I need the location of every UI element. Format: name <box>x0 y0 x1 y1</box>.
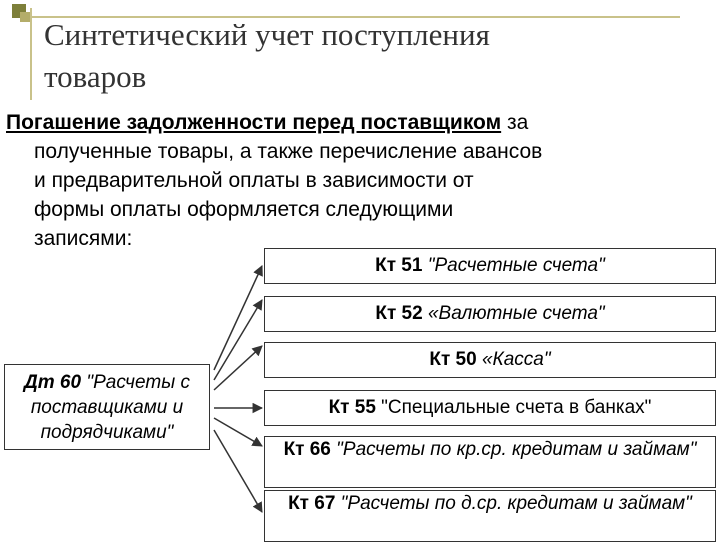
credit-box-kt67 <box>264 490 716 542</box>
credit-box-kt55 <box>264 390 716 426</box>
debit-account-box <box>4 364 210 450</box>
credit-prefix-kt55: Кт 55 <box>328 397 382 418</box>
credit-text-kt52: «Валютные счета" <box>427 303 605 324</box>
title-line-2: товаров <box>44 59 147 94</box>
credit-text-kt66: "Расчеты по кр.ср. кредитам и займам" <box>336 439 697 460</box>
intro-line-4: формы оплаты оформляется следующими <box>34 198 454 221</box>
debit-prefix: Дт 60 <box>24 371 87 393</box>
credit-box-kt50 <box>264 342 716 378</box>
credit-prefix-kt66: Кт 66 <box>283 439 337 460</box>
credit-label-kt66 <box>284 438 697 462</box>
credit-box-kt66 <box>264 436 716 488</box>
credit-prefix-kt67: Кт 67 <box>288 493 341 514</box>
debit-label <box>7 370 207 445</box>
intro-line-5: записями: <box>34 227 133 250</box>
intro-line-2: полученные товары, а также перечисление авансов <box>34 140 543 163</box>
credit-label-kt50 <box>429 348 550 372</box>
credit-prefix-kt50: Кт 50 <box>429 349 482 370</box>
credit-prefix-kt52: Кт 52 <box>375 303 428 324</box>
credit-label-kt51 <box>375 254 605 278</box>
credit-box-kt52 <box>264 296 716 332</box>
credit-prefix-kt51: Кт 51 <box>375 255 428 276</box>
intro-emphasis: Погашение задолженности перед поставщиком <box>6 111 502 134</box>
debit-text: "Расчеты с поставщиками и подрядчиками" <box>30 371 190 443</box>
intro-line-3: и предварительной оплаты в зависимости от <box>34 169 474 192</box>
credit-label-kt52 <box>375 302 604 326</box>
credit-text-kt55: "Специальные счета в банках" <box>381 397 652 418</box>
intro-line-1-rest: за <box>501 111 529 134</box>
credit-text-kt51: "Расчетные счета" <box>427 255 605 276</box>
title-line-1: Синтетический учет поступления <box>44 17 490 52</box>
credit-label-kt67 <box>288 492 692 516</box>
credit-box-kt51 <box>264 248 716 284</box>
arrow-to-kt51 <box>214 266 262 370</box>
credit-label-kt55 <box>329 396 652 420</box>
credit-text-kt67: "Расчеты по д.ср. кредитам и займам" <box>340 493 692 514</box>
credit-text-kt50: «Касса" <box>481 349 551 370</box>
